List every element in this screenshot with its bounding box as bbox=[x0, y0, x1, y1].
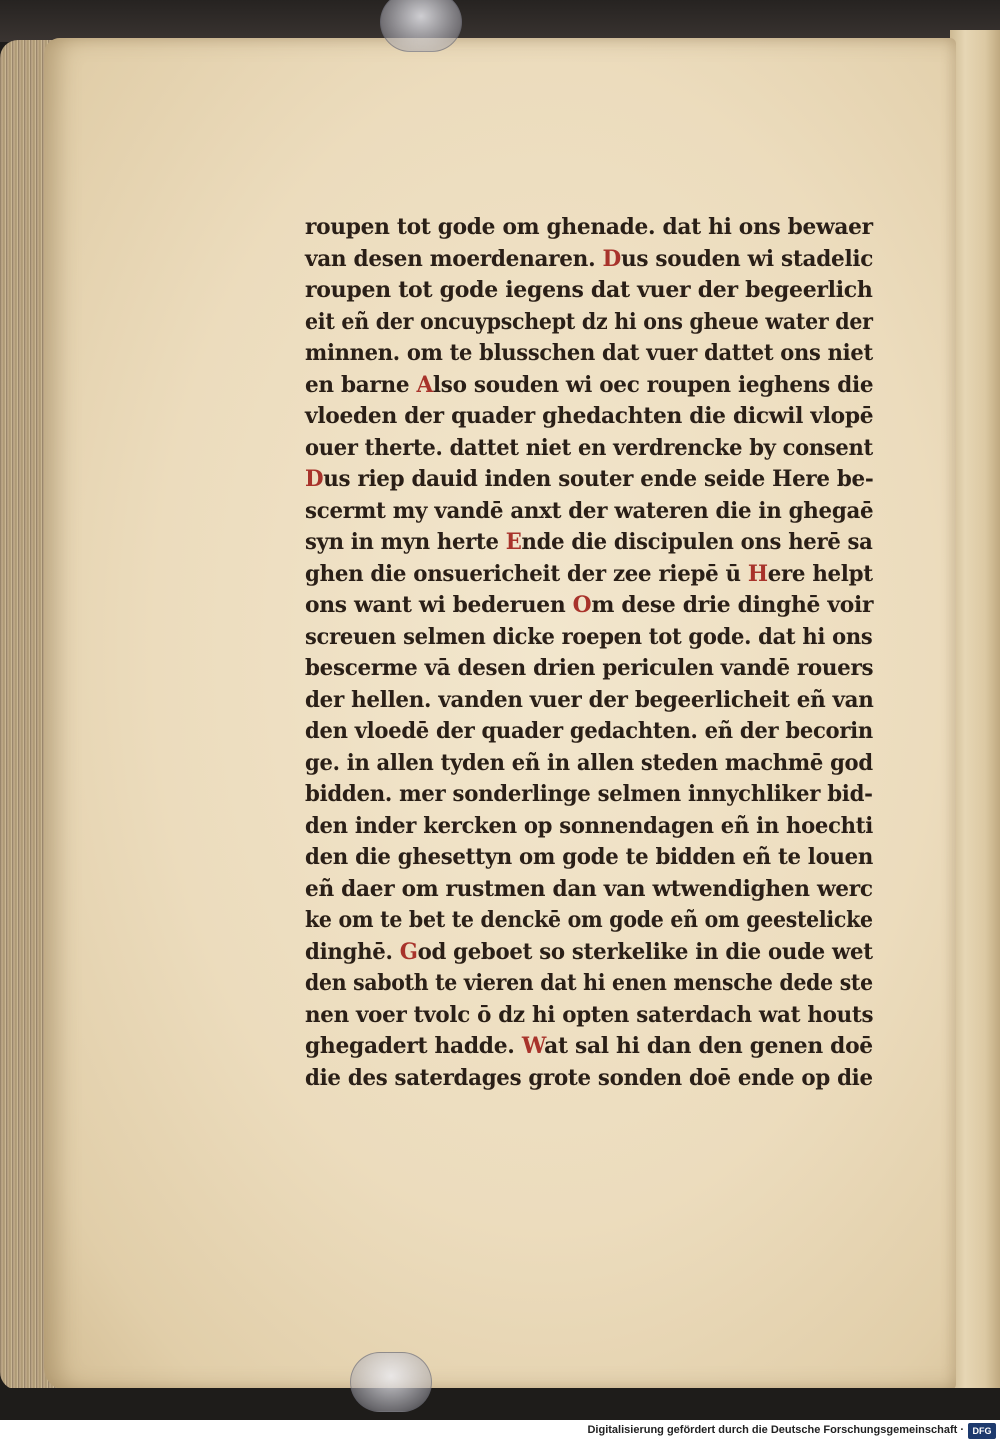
dfg-logo: DFG bbox=[968, 1423, 996, 1439]
text-line bbox=[305, 559, 873, 591]
text-line bbox=[305, 496, 874, 528]
text-segment: den die ghesettyn om gode te bidden eñ te louen bbox=[305, 844, 874, 870]
rubricated-initial: A bbox=[416, 371, 433, 398]
rubricated-initial: G bbox=[399, 938, 418, 965]
text-segment: ghen die onsuericheit der zee riepē ū bbox=[305, 560, 748, 587]
text-line bbox=[305, 779, 873, 811]
printed-text-block bbox=[305, 212, 880, 1094]
text-line bbox=[305, 716, 873, 748]
text-line bbox=[305, 748, 873, 780]
text-line bbox=[305, 464, 874, 496]
text-line bbox=[305, 874, 871, 906]
text-segment: syn in myn herte bbox=[305, 529, 506, 555]
text-segment: nde die discipulen ons herē sa bbox=[521, 529, 873, 555]
text-segment: roupen tot gode om ghenade. dat hi ons bewaer bbox=[305, 214, 873, 240]
scan-backdrop-top bbox=[0, 0, 1000, 42]
rubricated-initial: H bbox=[747, 560, 768, 587]
rubricated-initial: W bbox=[521, 1033, 545, 1059]
rubricated-initial: E bbox=[505, 529, 522, 555]
text-segment: en barne bbox=[305, 371, 417, 398]
text-line bbox=[305, 307, 873, 339]
text-segment: ere helpt bbox=[767, 560, 873, 587]
rubricated-initial: D bbox=[602, 245, 621, 272]
text-line bbox=[305, 1031, 874, 1063]
text-segment: scermt my vandē anxt der wateren die in ghegaē bbox=[305, 497, 874, 524]
text-segment: van desen moerdenaren. bbox=[305, 245, 603, 272]
text-line bbox=[305, 590, 874, 622]
text-line bbox=[305, 212, 872, 244]
text-segment: us souden wi stadelic bbox=[620, 245, 874, 272]
text-segment: eit eñ der oncuypschept dz hi ons gheue water der bbox=[305, 308, 873, 335]
text-line bbox=[305, 370, 874, 402]
text-line bbox=[305, 1000, 874, 1032]
text-segment: dinghē. bbox=[305, 938, 400, 965]
text-line bbox=[305, 811, 873, 843]
text-line bbox=[305, 338, 873, 370]
text-segment: eñ daer om rustmen dan van wtwendighen werc bbox=[305, 875, 873, 902]
text-segment: minnen. om te blusschen dat vuer dattet ons niet bbox=[305, 340, 873, 366]
text-segment: ge. in allen tyden eñ in allen steden machmē god bbox=[305, 749, 873, 776]
credit-footer bbox=[0, 1420, 1000, 1443]
text-segment: bescerme vā desen drien periculen vandē rouers bbox=[305, 655, 874, 681]
scan-backdrop-bottom bbox=[0, 1388, 1000, 1420]
text-line bbox=[305, 275, 880, 307]
page-holder-clip-bottom bbox=[350, 1352, 432, 1412]
text-line bbox=[305, 244, 874, 276]
rubricated-initial: D bbox=[305, 466, 324, 492]
text-segment: od geboet so sterkelike in die oude wet bbox=[417, 938, 873, 965]
text-line bbox=[305, 968, 873, 1000]
text-line bbox=[305, 433, 873, 465]
text-segment: vloeden der quader ghedachten die dicwil vlopē bbox=[305, 403, 874, 429]
text-segment: at sal hi dan den genen doē bbox=[544, 1033, 873, 1059]
text-segment: den saboth te vieren dat hi enen mensche dede ste bbox=[305, 970, 873, 996]
text-segment: den vloedē der quader gedachten. eñ der becorin bbox=[305, 718, 873, 744]
text-segment: die des saterdages grote sonden doē ende op die bbox=[305, 1064, 873, 1091]
text-segment: m dese drie dinghē voir bbox=[591, 592, 874, 618]
facing-page-edge bbox=[950, 30, 1000, 1390]
text-segment: ons want wi bederuen bbox=[305, 592, 573, 618]
text-line bbox=[305, 937, 873, 969]
rubricated-initial: O bbox=[572, 592, 592, 618]
text-segment: lso souden wi oec roupen ieghens die bbox=[432, 371, 874, 398]
text-segment: ghegadert hadde. bbox=[305, 1033, 522, 1059]
text-line bbox=[305, 653, 874, 685]
text-segment: screuen selmen dicke roepen tot gode. dat hi ons bbox=[305, 623, 873, 650]
text-segment: der hellen. vanden vuer der begeerlicheit eñ van bbox=[305, 686, 874, 713]
text-line bbox=[305, 1063, 873, 1095]
text-line bbox=[305, 842, 874, 874]
text-segment: ke om te bet te denckē om gode eñ om geestelicke bbox=[305, 907, 873, 933]
text-line bbox=[305, 905, 873, 937]
text-line bbox=[305, 527, 873, 559]
text-line bbox=[305, 622, 873, 654]
text-segment: den inder kercken op sonnendagen eñ in hoechti bbox=[305, 812, 873, 839]
text-segment: bidden. mer sonderlinge selmen innychliker bid- bbox=[305, 781, 873, 807]
text-segment: roupen tot gode iegens dat vuer der begeerlich bbox=[305, 277, 873, 303]
text-line bbox=[305, 685, 874, 717]
page-holder-clip-top bbox=[380, 0, 462, 52]
text-segment: ouer therte. dattet niet en verdrencke by consent bbox=[305, 434, 873, 461]
text-line bbox=[305, 401, 873, 433]
text-segment: nen voer tvolc ō dz hi opten saterdach wat houts bbox=[305, 1001, 874, 1028]
text-segment: us riep dauid inden souter ende seide Here be- bbox=[323, 466, 874, 492]
funding-credit-text: Digitalisierung gefördert durch die Deutsche Forschungsgemeinschaft · bbox=[587, 1424, 964, 1436]
